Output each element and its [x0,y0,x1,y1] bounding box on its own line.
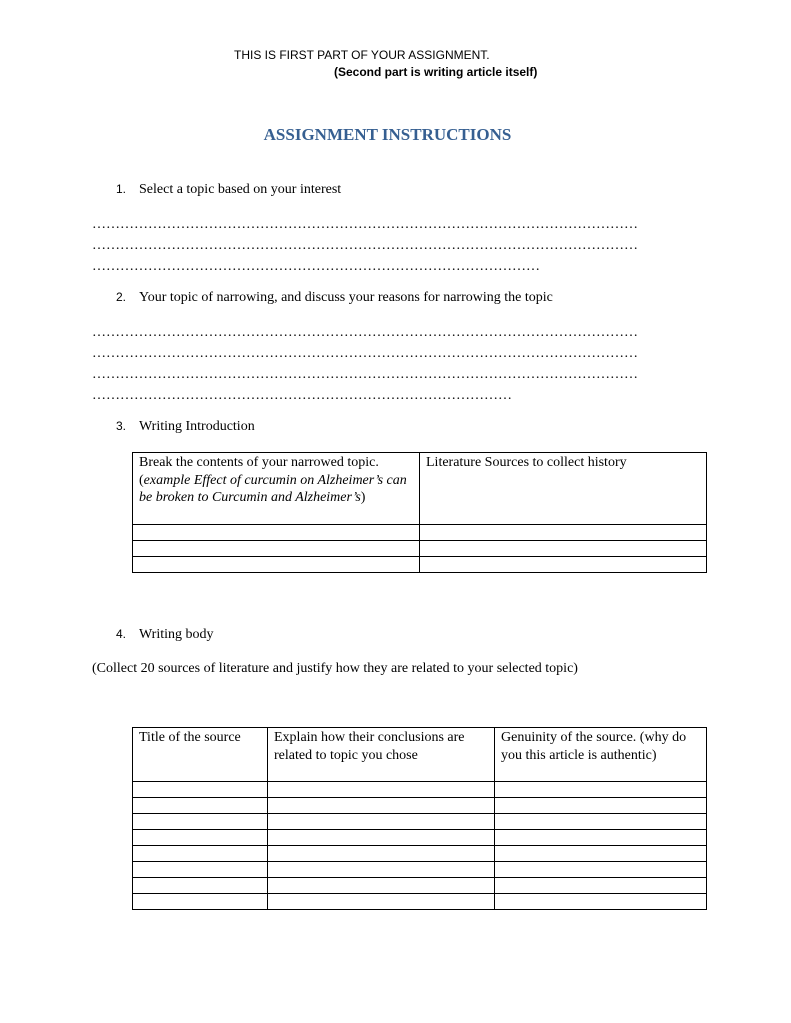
instruction-item-1 [116,182,341,198]
table-cell[interactable] [133,782,268,798]
table-cell[interactable] [133,557,420,573]
item-text: Writing body [139,627,214,642]
table-row [133,814,707,830]
body-header-genuinity: Genuinity of the source. (why do you this article is authentic) [495,728,707,782]
table-cell[interactable] [495,878,707,894]
table-row [133,862,707,878]
table-cell[interactable] [495,814,707,830]
table-cell[interactable] [420,525,707,541]
table-cell[interactable] [133,878,268,894]
table-header-row [133,728,707,782]
instruction-item-2 [116,290,553,306]
instruction-item-3 [116,419,255,435]
answer-line: ……………………………………………………………………………………………………… [92,367,638,382]
item-number: 4. [116,627,127,641]
table-row [133,525,707,541]
item-text: Your topic of narrowing, and discuss your reasons for narrowing the topic [139,290,553,305]
table-cell[interactable] [268,862,495,878]
table-cell[interactable] [495,782,707,798]
item-number: 2. [116,290,127,304]
body-instruction-note: (Collect 20 sources of literature and justify how they are related to your selected topic) [92,661,578,676]
table-row [133,541,707,557]
answer-line: ……………………………………………………………………………………………………… [92,238,638,253]
item-text: Writing Introduction [139,419,255,434]
table-cell[interactable] [268,814,495,830]
table-row [133,798,707,814]
table-cell[interactable] [133,814,268,830]
item-number: 3. [116,419,127,433]
table-cell[interactable] [495,798,707,814]
table-cell[interactable] [268,846,495,862]
table-row [133,782,707,798]
answer-line: ……………………………………………………………………………………………………… [92,346,638,361]
table-cell[interactable] [268,894,495,910]
answer-line: …………………………………………………………………………………… [92,259,540,274]
table-row [133,894,707,910]
table-cell[interactable] [133,862,268,878]
intro-header-topic-breakdown: Break the contents of your narrowed topic. (example Effect of curcumin on Alzheimer’s can be broken to Curcumin and Alzheimer’s) [133,453,420,525]
table-cell[interactable] [133,894,268,910]
body-header-title: Title of the source [133,728,268,782]
item-text: Select a topic based on your interest [139,182,342,197]
table-row [133,830,707,846]
answer-line: ……………………………………………………………………………………………………… [92,325,638,340]
table-cell[interactable] [133,541,420,557]
table-cell[interactable] [495,830,707,846]
table-cell[interactable] [495,846,707,862]
table-cell[interactable] [268,878,495,894]
table-cell[interactable] [268,782,495,798]
table-cell[interactable] [420,557,707,573]
intro-header-literature-sources: Literature Sources to collect history [420,453,707,525]
header-line-2: (Second part is writing article itself) [334,65,538,79]
table-cell[interactable] [133,846,268,862]
table-cell[interactable] [495,894,707,910]
table-cell[interactable] [268,798,495,814]
table-cell[interactable] [133,525,420,541]
table-row [133,878,707,894]
table-header-row [133,453,707,525]
instruction-item-4 [116,627,213,643]
header-line-1: THIS IS FIRST PART OF YOUR ASSIGNMENT. [234,48,490,62]
table-cell[interactable] [133,798,268,814]
body-header-conclusions: Explain how their conclusions are related to topic you chose [268,728,495,782]
table-row [133,557,707,573]
table-cell[interactable] [133,830,268,846]
page-title: ASSIGNMENT INSTRUCTIONS [263,125,512,144]
answer-line: ……………………………………………………………………………… [92,388,512,403]
table-row [133,846,707,862]
table-cell[interactable] [420,541,707,557]
item-number: 1. [116,182,127,196]
table-cell[interactable] [495,862,707,878]
body-sources-table [132,727,707,910]
answer-line: ……………………………………………………………………………………………………… [92,217,638,232]
introduction-table [132,452,707,573]
table-cell[interactable] [268,830,495,846]
